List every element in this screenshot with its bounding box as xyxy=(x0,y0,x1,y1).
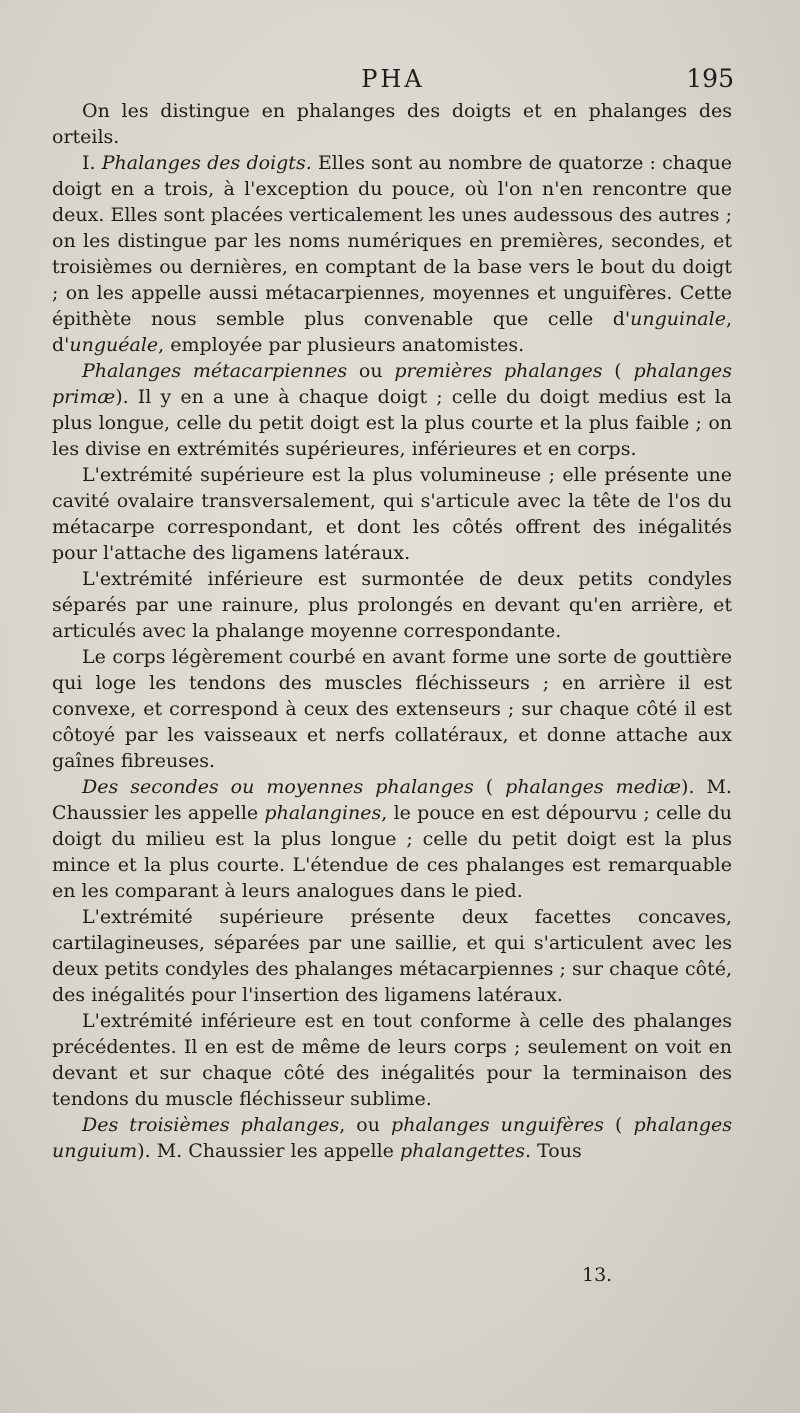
paragraph xyxy=(52,1112,732,1164)
running-head: PHA xyxy=(361,65,425,93)
page-header xyxy=(52,62,734,96)
italic-text: Phalanges des doigts. xyxy=(101,152,312,174)
text-run: I. xyxy=(82,152,102,174)
text-run: Elles sont au nombre de quatorze : chaque doigt en a trois, à l'exception du pouce, où l'on n'en rencontre que deux. Elles sont placées verticalement les unes audessous des autres ; on les distingue par les noms numériques en premières, secondes, et troisièmes ou dernières, en comptant de la base vers le bout du doigt ; on les appelle aussi métacarpiennes, moyennes et unguifères. Cette épithète nous semble plus convenable que celle d' xyxy=(52,152,732,330)
text-run: , le pouce en est dépourvu ; celle du doigt du milieu est la plus longue ; celle du petit doigt est la plus mince et la plus courte. L'étendue de ces phalanges est remarquable en les comparant à leurs analogues dans le pied. xyxy=(52,802,732,902)
italic-text: phalangines xyxy=(264,802,382,824)
italic-text: unguinale xyxy=(630,308,726,330)
italic-text: unguéale xyxy=(69,334,159,356)
text-run: On les distingue en phalanges des doigts et en phalanges des orteils. xyxy=(52,100,732,148)
paragraph xyxy=(52,566,732,644)
text-run: L'extrémité supérieure présente deux facettes concaves, cartilagineuses, séparées par une saillie, et qui s'articulent avec les deux petits condyles des phalanges métacarpiennes ; sur chaque côté, des inégalités pour l'insertion des ligamens latéraux. xyxy=(52,906,732,1006)
italic-text: Des troisièmes phalanges xyxy=(82,1114,340,1136)
italic-text: premières phalanges xyxy=(394,360,603,382)
paragraph xyxy=(52,644,732,774)
paragraph xyxy=(52,774,732,904)
text-run: ( xyxy=(473,776,506,798)
text-run: L'extrémité inférieure est surmontée de deux petits condyles séparés par une rainure, plus prolongés en devant qu'en arrière, et articulés avec la phalange moyenne correspondante. xyxy=(52,568,732,642)
paragraph xyxy=(52,358,732,462)
text-run: , employée par plusieurs anatomistes. xyxy=(158,334,525,356)
text-run: L'extrémité inférieure est en tout conforme à celle des phalanges précédentes. Il en est de même de leurs corps ; seulement on voit en devant et sur chaque côté des inégalités pour la terminaison des tendons du muscle fléchisseur sublime. xyxy=(52,1010,732,1110)
paragraph xyxy=(52,98,732,150)
text-run: , ou xyxy=(339,1114,392,1136)
text-run: L'extrémité supérieure est la plus volumineuse ; elle présente une cavité ovalaire transversalement, qui s'articule avec la tête de l'os du métacarpe correspondant, et dont les côtés offrent des inégalités pour l'attache des ligamens latéraux. xyxy=(52,464,732,564)
paragraph xyxy=(52,150,732,358)
text-run: ou xyxy=(347,360,395,382)
paragraph xyxy=(52,1008,732,1112)
paragraph xyxy=(52,904,732,1008)
text-run: , d' xyxy=(52,308,732,356)
italic-text: Des secondes ou moyennes phalanges xyxy=(82,776,474,798)
text-run: ). Il y en a une à chaque doigt ; celle du doigt medius est la plus longue, celle du petit doigt est la plus courte et la plus faible ; on les divise en extrémités supérieures, inférieures et en corps. xyxy=(52,386,732,460)
text-run: ( xyxy=(602,360,634,382)
page-number: 195 xyxy=(686,64,734,93)
signature-mark: 13. xyxy=(582,1264,613,1286)
italic-text: phalangettes xyxy=(399,1140,526,1162)
text-run: ). M. Chaussier les appelle xyxy=(52,776,732,824)
paragraph xyxy=(52,462,732,566)
text-run: . Tous xyxy=(525,1140,582,1162)
italic-text: phalanges primæ xyxy=(52,360,732,408)
text-run: Le corps légèrement courbé en avant forme une sorte de gouttière qui loge les tendons des muscles fléchisseurs ; en arrière il est convexe, et correspond à ceux des extenseurs ; sur chaque côté il est côtoyé par les vaisseaux et nerfs collatéraux, et donne attache aux gaînes fibreuses. xyxy=(52,646,732,772)
text-run: ). M. Chaussier les appelle xyxy=(137,1140,400,1162)
italic-text: phalanges unguium xyxy=(52,1114,733,1162)
body-text xyxy=(52,98,732,1164)
italic-text: phalanges unguifères xyxy=(391,1114,604,1136)
italic-text: Phalanges métacarpiennes xyxy=(82,360,348,382)
italic-text: phalanges mediæ xyxy=(505,776,682,798)
text-run: ( xyxy=(603,1114,634,1136)
